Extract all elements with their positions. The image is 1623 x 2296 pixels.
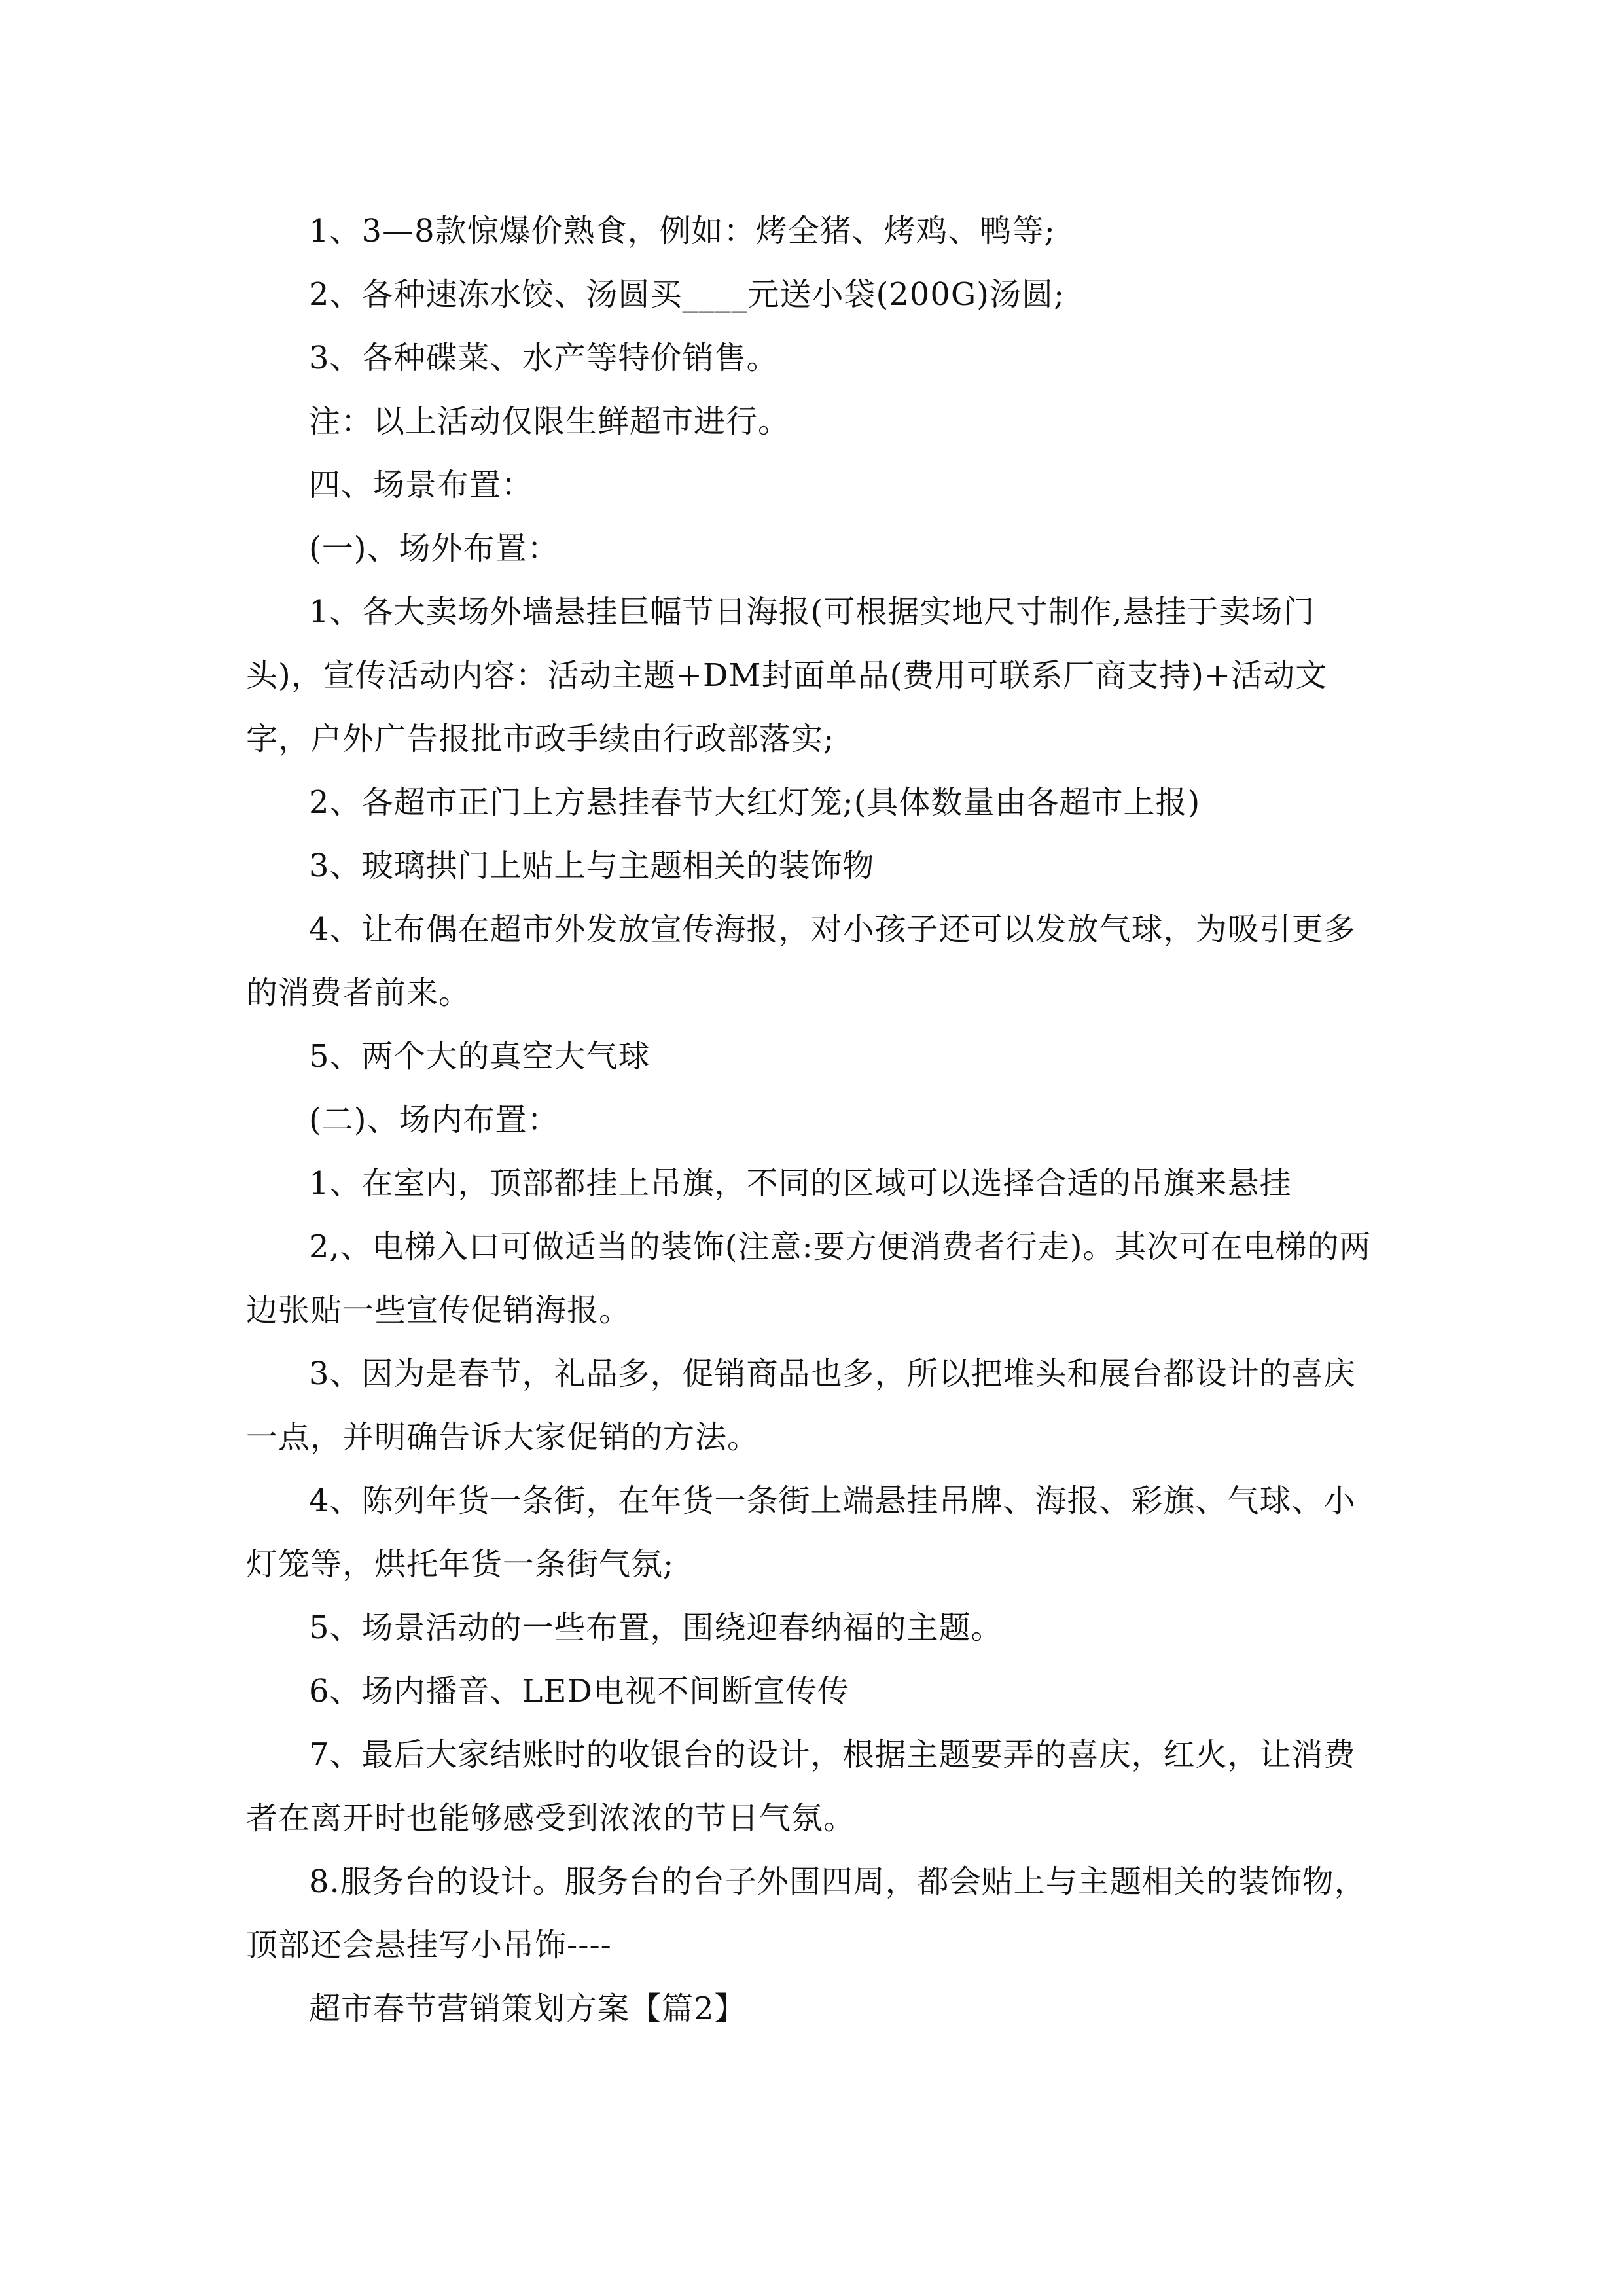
paragraph: 3、各种碟菜、水产等特价销售。 — [309, 340, 779, 376]
paragraph: 1、3—8款惊爆价熟食，例如：烤全猪、烤鸡、鸭等; — [309, 213, 1056, 249]
paragraph: 2,、电梯入口可做适当的装饰(注意:要方便消费者行走)。其次可在电梯的两边张贴一些宣传促销海报。 — [246, 1229, 1372, 1329]
paragraph: 2、各种速冻水饺、汤圆买____元送小袋(200G)汤圆; — [309, 276, 1065, 313]
paragraph: 1、各大卖场外墙悬挂巨幅节日海报(可根据实地尺寸制作,悬挂于卖场门头)，宣传活动内容：活动主题+DM封面单品(费用可联系厂商支持)+活动文字，户外广告报批市政手续由行政部落实; — [246, 594, 1328, 757]
paragraph: 3、玻璃拱门上贴上与主题相关的装饰物 — [309, 848, 875, 884]
subsection-heading: (一)、场外布置： — [309, 530, 560, 567]
paragraph: 6、场内播音、LED电视不间断宣传传 — [309, 1673, 849, 1710]
paragraph: 4、让布偶在超市外发放宣传海报，对小孩子还可以发放气球，为吸引更多的消费者前来。 — [246, 911, 1356, 1011]
paragraph: 5、场景活动的一些布置，围绕迎春纳福的主题。 — [309, 1609, 1003, 1646]
paragraph: 注：以上活动仅限生鲜超市进行。 — [309, 403, 791, 440]
paragraph: 5、两个大的真空大气球 — [309, 1038, 651, 1075]
paragraph: 1、在室内，顶部都挂上吊旗，不同的区域可以选择合适的吊旗来悬挂 — [309, 1165, 1292, 1202]
paragraph: 2、各超市正门上方悬挂春节大红灯笼;(具体数量由各超市上报) — [309, 784, 1201, 821]
paragraph: 7、最后大家结账时的收银台的设计，根据主题要弄的喜庆，红火，让消费者在离开时也能够感受到浓浓的节日气氛。 — [246, 1736, 1356, 1837]
subsection-heading: (二)、场内布置： — [309, 1102, 560, 1138]
document-body — [246, 200, 1385, 2041]
paragraph: 3、因为是春节，礼品多，促销商品也多，所以把堆头和展台都设计的喜庆一点，并明确告诉大家促销的方法。 — [246, 1355, 1356, 1456]
document-section-title: 超市春节营销策划方案【篇2】 — [309, 1990, 747, 2027]
paragraph: 8.服务台的设计。服务台的台子外围四周，都会贴上与主题相关的装饰物，顶部还会悬挂写小吊饰---- — [246, 1863, 1366, 1964]
section-heading: 四、场景布置： — [309, 467, 534, 503]
paragraph: 4、陈列年货一条街，在年货一条街上端悬挂吊牌、海报、彩旗、气球、小灯笼等，烘托年货一条街气氛; — [246, 1482, 1356, 1583]
